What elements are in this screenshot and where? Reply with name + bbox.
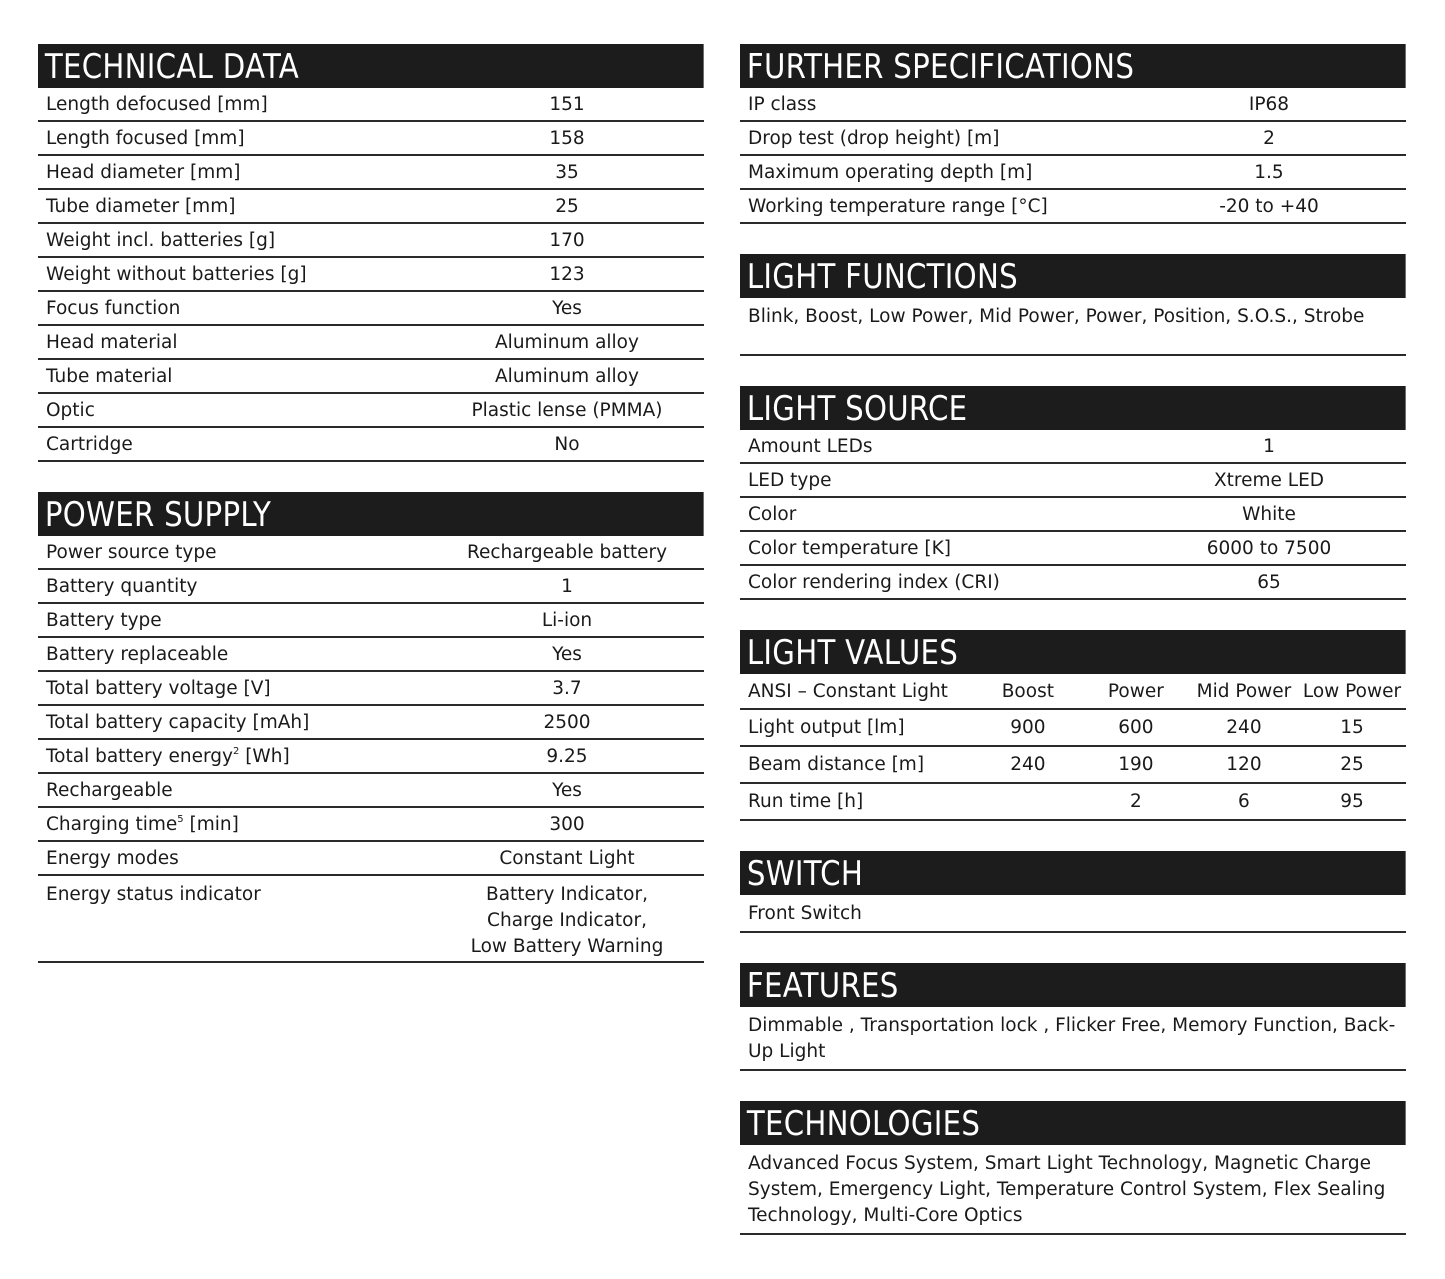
row-label: Light output [lm] — [748, 717, 905, 738]
features-section — [740, 963, 1406, 1071]
row-label: Beam distance [m] — [748, 754, 925, 775]
spec-label: Optic — [46, 399, 95, 421]
spec-label: Color rendering index (CRI) — [748, 571, 1000, 593]
technical-data-section — [38, 44, 704, 462]
spec-label: LED type — [748, 469, 832, 491]
table-row — [38, 536, 704, 570]
spec-value: Li-ion — [541, 609, 593, 631]
spec-label: Rechargeable — [46, 779, 173, 801]
spec-label: Energy status indicator — [46, 884, 261, 905]
table-cell: 120 — [1226, 754, 1262, 775]
spec-label-unit: [Wh] — [239, 745, 290, 767]
status-value-line: Charge Indicator, — [487, 910, 647, 931]
spec-label — [38, 746, 430, 767]
table-cell: 15 — [1340, 717, 1364, 738]
column-header: Mid Power — [1196, 680, 1292, 702]
table-row — [740, 88, 1406, 122]
spec-value: -20 to +40 — [1219, 195, 1319, 217]
features-text — [740, 1007, 1406, 1071]
spec-label: Focus function — [46, 297, 181, 319]
technologies-text — [740, 1145, 1406, 1235]
switch-section — [740, 851, 1406, 933]
right-column — [740, 44, 1406, 1265]
spec-label: Energy modes — [46, 847, 179, 869]
light-source-heading: LIGHT SOURCE — [740, 386, 1406, 430]
spec-value: White — [1242, 503, 1296, 525]
spec-value: IP68 — [1248, 93, 1290, 115]
spec-label: Battery replaceable — [46, 643, 229, 665]
features-heading: FEATURES — [740, 963, 1406, 1007]
spec-label: Length defocused [mm] — [46, 93, 268, 115]
table-cell: 240 — [1226, 717, 1262, 738]
spec-value: 300 — [549, 813, 585, 835]
spec-value: 3.7 — [552, 677, 582, 699]
spec-label: Total battery capacity [mAh] — [46, 711, 310, 733]
table-row — [740, 498, 1406, 532]
light-values-header-row — [740, 674, 1406, 710]
spec-label: Battery type — [46, 609, 162, 631]
technologies-line: System, Emergency Light, Temperature Control System, Flex Sealing — [748, 1179, 1386, 1200]
spec-label: Weight without batteries [g] — [46, 263, 307, 285]
spec-value: 2500 — [543, 711, 591, 733]
technologies-section — [740, 1101, 1406, 1235]
spec-value: 2 — [1263, 127, 1275, 149]
power-supply-heading: POWER SUPPLY — [38, 492, 704, 536]
table-cell: 95 — [1340, 791, 1364, 812]
table-row — [38, 190, 704, 224]
table-row — [740, 190, 1406, 224]
status-value-line: Battery Indicator, — [486, 884, 648, 905]
column-header: ANSI – Constant Light — [748, 680, 948, 702]
spec-value: 25 — [555, 195, 579, 217]
spec-label — [38, 814, 430, 835]
spec-value: 65 — [1257, 571, 1281, 593]
table-row — [38, 122, 704, 156]
table-row — [38, 292, 704, 326]
spec-value: 1 — [1263, 435, 1275, 457]
spec-label: Battery quantity — [46, 575, 198, 597]
spec-value: No — [554, 433, 580, 455]
spec-label: Cartridge — [46, 433, 133, 455]
spec-value: Constant Light — [499, 847, 635, 869]
spec-label: Length focused [mm] — [46, 127, 245, 149]
further-specifications-section — [740, 44, 1406, 224]
table-row — [38, 88, 704, 122]
table-cell: 190 — [1118, 754, 1154, 775]
spec-value: Plastic lense (PMMA) — [471, 399, 663, 421]
spec-value: Rechargeable battery — [466, 541, 668, 563]
further-specifications-heading: FURTHER SPECIFICATIONS — [740, 44, 1406, 88]
table-row — [38, 326, 704, 360]
table-row — [740, 532, 1406, 566]
spec-value: 123 — [549, 263, 585, 285]
spec-label: Color — [748, 503, 797, 525]
technologies-line: Advanced Focus System, Smart Light Technology, Magnetic Charge — [748, 1153, 1371, 1174]
spec-label: IP class — [748, 93, 817, 115]
table-row — [38, 842, 704, 876]
light-values-section — [740, 630, 1406, 821]
table-row — [38, 876, 704, 963]
technical-data-heading: TECHNICAL DATA — [38, 44, 704, 88]
spec-value: 151 — [549, 93, 585, 115]
spec-label-unit: [min] — [183, 813, 239, 835]
light-functions-section — [740, 254, 1406, 356]
spec-label: Working temperature range [°C] — [748, 195, 1048, 217]
table-row — [740, 464, 1406, 498]
switch-text: Front Switch — [740, 895, 1406, 933]
table-row — [38, 258, 704, 292]
table-row — [740, 122, 1406, 156]
spec-value: 170 — [549, 229, 585, 251]
table-row — [38, 706, 704, 740]
table-row — [740, 747, 1406, 784]
spec-value: 1.5 — [1254, 161, 1284, 183]
spec-label: Power source type — [46, 541, 217, 563]
column-header: Boost — [1001, 680, 1054, 702]
table-row — [38, 394, 704, 428]
table-row — [38, 604, 704, 638]
table-row — [38, 224, 704, 258]
power-supply-section — [38, 492, 704, 963]
table-cell: 240 — [1010, 754, 1046, 775]
table-cell: 900 — [1010, 717, 1046, 738]
technologies-heading: TECHNOLOGIES — [740, 1101, 1406, 1145]
spec-label: Head diameter [mm] — [46, 161, 241, 183]
light-functions-text: Blink, Boost, Low Power, Mid Power, Power, Position, S.O.S., Strobe — [740, 298, 1406, 356]
table-row — [38, 774, 704, 808]
spec-value: Aluminum alloy — [495, 365, 639, 387]
table-row — [740, 566, 1406, 600]
spec-value: Xtreme LED — [1213, 469, 1325, 491]
table-row — [38, 360, 704, 394]
spec-label: Maximum operating depth [m] — [748, 161, 1033, 183]
table-cell: 600 — [1118, 717, 1154, 738]
table-cell: 2 — [1130, 791, 1142, 812]
table-row — [740, 784, 1406, 821]
table-row — [38, 428, 704, 462]
light-values-heading: LIGHT VALUES — [740, 630, 1406, 674]
spec-label: Tube material — [46, 365, 173, 387]
table-row — [38, 570, 704, 604]
footnote-marker: 5 — [177, 813, 184, 825]
column-header: Low Power — [1302, 680, 1402, 702]
spec-label: Color temperature [K] — [748, 537, 951, 559]
spec-label: Head material — [46, 331, 178, 353]
spec-value: Aluminum alloy — [495, 331, 639, 353]
spec-label: Weight incl. batteries [g] — [46, 229, 276, 251]
table-row — [740, 156, 1406, 190]
spec-label: Tube diameter [mm] — [46, 195, 236, 217]
left-column — [38, 44, 704, 993]
features-line: Up Light — [748, 1041, 826, 1062]
column-header: Power — [1107, 680, 1164, 702]
spec-value: Yes — [552, 779, 582, 801]
table-cell: 6 — [1238, 791, 1250, 812]
spec-label: Total battery voltage [V] — [46, 677, 271, 699]
table-row — [740, 710, 1406, 747]
table-row — [38, 156, 704, 190]
table-row — [38, 638, 704, 672]
spec-label-text: Charging time — [46, 813, 178, 835]
footnote-marker: 2 — [232, 745, 240, 757]
spec-value: 158 — [549, 127, 585, 149]
spec-value: 6000 to 7500 — [1206, 537, 1332, 559]
spec-value: Yes — [552, 297, 582, 319]
row-label: Run time [h] — [748, 791, 864, 812]
spec-label: Drop test (drop height) [m] — [748, 127, 1000, 149]
technologies-line: Technology, Multi-Core Optics — [748, 1205, 1023, 1226]
switch-heading: SWITCH — [740, 851, 1406, 895]
spec-label: Amount LEDs — [748, 435, 873, 457]
spec-value: 9.25 — [546, 745, 588, 767]
status-value-line: Low Battery Warning — [470, 936, 664, 957]
spec-value: 1 — [561, 575, 573, 597]
spec-value: 35 — [555, 161, 579, 183]
table-row — [38, 740, 704, 774]
spec-value: Yes — [552, 643, 582, 665]
spec-value — [430, 876, 704, 960]
features-line: Dimmable , Transportation lock , Flicker Free, Memory Function, Back- — [748, 1015, 1396, 1036]
table-cell: 25 — [1340, 754, 1364, 775]
light-functions-heading: LIGHT FUNCTIONS — [740, 254, 1406, 298]
spec-label-text: Total battery energy — [46, 745, 233, 767]
table-row — [38, 808, 704, 842]
table-row — [740, 430, 1406, 464]
light-source-section — [740, 386, 1406, 600]
table-row — [38, 672, 704, 706]
